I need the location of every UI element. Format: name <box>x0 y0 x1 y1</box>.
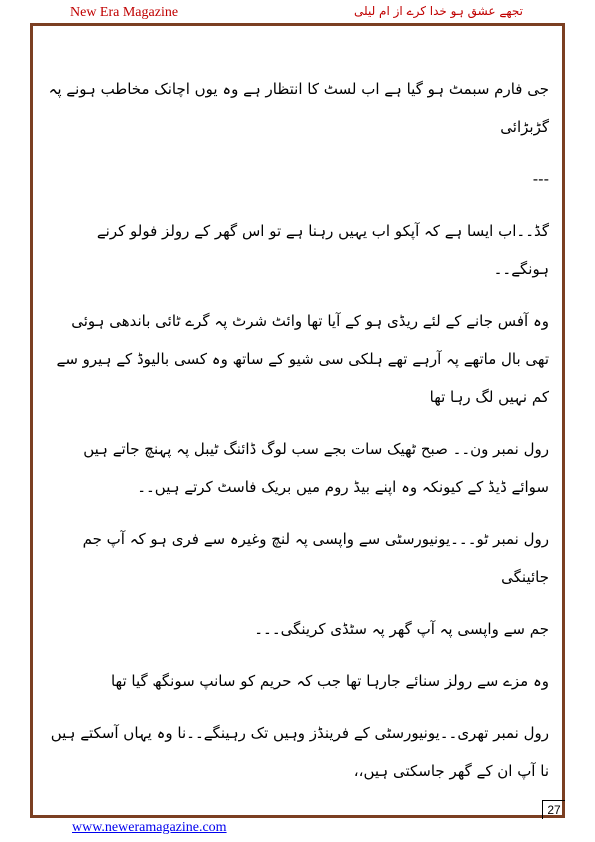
story-title: تجھے عشق ہو خدا کرے از ام لیلی <box>353 4 523 18</box>
scene-separator: --- <box>532 170 549 188</box>
magazine-name: New Era Magazine <box>70 5 179 20</box>
paragraph-4: رول نمبر ون۔۔ صبح ٹھیک سات بجے سب لوگ ڈائنگ ٹیبل پہ پہنچ جاتے ہیں سوائے ڈیڈ کے کیونکہ وہ اپنے بیڈ روم میں بریک فاسٹ کرتے ہیں۔۔ <box>83 440 549 496</box>
paragraph-1: جی فارم سبمٹ ہو گیا ہے اب لسٹ کا انتظار ہے وہ یوں اچانک مخاطب ہونے پہ گڑبڑائی <box>48 80 549 136</box>
paragraph-8: رول نمبر تھری۔۔یونیورسٹی کے فرینڈز وہیں تک رہینگے۔۔نا وہ یہاں آسکتے ہیں نا آپ ان کے گھر جاسکتی ہیں،، <box>50 724 549 780</box>
page-number: 27 <box>542 800 565 819</box>
paragraph-3: وہ آفس جانے کے لئے ریڈی ہو کے آیا تھا وائٹ شرٹ پہ گرے ٹائی باندھی ہوئی تھی بال ماتھے پہ آرہے تھے ہلکی سی شیو کے ساتھ وہ کسی بالیوڈ کے ہیرو سے کم نہیں لگ رہا تھا <box>56 312 549 406</box>
paragraph-5: رول نمبر ٹو۔۔۔یونیورسٹی سے واپسی پہ لنچ وغیرہ سے فری ہو کہ آپ جم جائینگی <box>82 530 549 586</box>
story-body <box>46 70 549 790</box>
paragraph-7: وہ مزے سے رولز سنائے جارہا تھا جب کہ حریم کو سانپ سونگھ گیا تھا <box>110 672 549 690</box>
paragraph-2: گڈ۔۔اب ایسا ہے کہ آپکو اب یہیں رہنا ہے تو اس گھر کے رولز فولو کرنے ہونگے۔۔ <box>96 222 549 278</box>
paragraph-6: جم سے واپسی پہ آپ گھر پہ سٹڈی کرینگی۔۔۔ <box>254 620 549 638</box>
website-link[interactable]: www.neweramagazine.com <box>72 820 227 835</box>
